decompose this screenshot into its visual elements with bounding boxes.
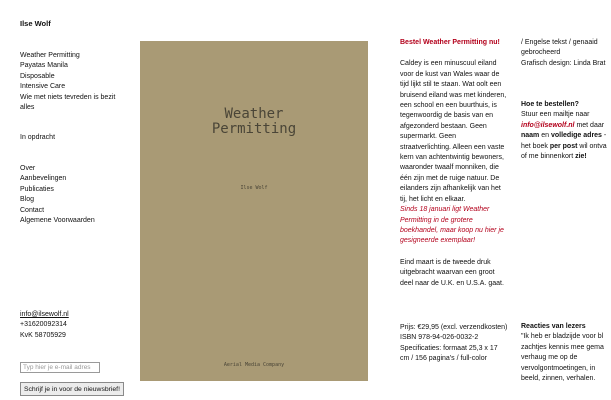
how-to-order-line-1: Stuur een mailtje naar (521, 111, 590, 119)
how-to-order-per-post: per post (549, 142, 578, 150)
how-to-order-line-4-pre: het boek (521, 142, 550, 150)
nav-item-payatas-manila[interactable]: Payatas Manila (20, 62, 68, 70)
how-to-order-line-5 (521, 152, 607, 162)
contact-block (20, 310, 69, 341)
site-title[interactable]: Ilse Wolf (20, 19, 51, 28)
specifications: Specificaties: formaat 25,3 x 17 cm / 156 pagina's / full-color (400, 344, 498, 363)
review-line: verhaug me op de (521, 354, 578, 362)
nav-item-wie-met-niets[interactable]: Wie met niets tevreden is bezit alles (20, 93, 116, 112)
isbn: ISBN 978-94-026-0032-2 (400, 334, 479, 342)
newsletter-email-input[interactable] (20, 362, 100, 373)
book-cover-title-text: Weather Permitting (211, 106, 297, 137)
contact-email-link[interactable]: info@ilsewolf.nl (20, 311, 69, 318)
how-to-order-line-5-pre: of me binnenkort (521, 153, 576, 161)
nav-item-aanbevelingen[interactable]: Aanbevelingen (20, 175, 67, 183)
nav-item-in-opdracht[interactable]: In opdracht (20, 134, 56, 141)
how-to-order-block (521, 100, 607, 162)
primary-nav (20, 51, 125, 113)
how-to-order-line-4 (521, 142, 607, 152)
nav-item-contact[interactable]: Contact (20, 206, 45, 214)
format-line-2: gebrocheerd (521, 49, 561, 57)
format-block (521, 38, 605, 69)
book-cover-publisher: Aerial Media Company (223, 362, 285, 368)
nav-item-over[interactable]: Over (20, 165, 36, 172)
bookstore-note[interactable]: Sinds 18 januari ligt Weather Permitting in de grotere boekhandel, maar koop nu hier je gesigneerde exemplaar! (400, 206, 504, 245)
contact-kvk: KvK 58705929 (20, 331, 66, 339)
how-to-order-line-4-suffix: wil ontva (577, 142, 607, 150)
commissions-nav (20, 133, 55, 143)
second-edition-note: Eind maart is de tweede druk uitgebracht waarvan een groot deel naar de U.K. en U.S.A. gaat. (400, 258, 504, 287)
how-to-order-heading: Hoe te bestellen? (521, 101, 579, 108)
book-description: Caldey is een minuscuul eiland voor de kust van Wales waar de tijd lijkt stil te staan. Wat oolt een bruisend eiland was met kinderen, een school en een buurthuis, is tegenwoordig de basis van en afgezonderd bestaan. Geen supermarkt. Geen straatverlichting. Alleen een vaste kern van achtentwintig bewoners, waaronder twaalf monniken, die één zijn met de ruige natuur. De eilanders zijn afhankelijk van het tij, het licht en elkaar. (400, 60, 507, 203)
graphic-design-credit: Grafisch design: Linda Brat (521, 59, 606, 67)
how-to-order-zie: zie! (575, 153, 587, 161)
book-info-column (400, 38, 508, 365)
nav-item-disposable[interactable]: Disposable (20, 72, 55, 80)
nav-item-algemene-voorwaarden[interactable]: Algemene Voorwaarden (20, 217, 95, 225)
review-line: "Ik heb er bladzijde voor bl (521, 333, 604, 341)
reader-reviews-block (521, 322, 604, 384)
how-to-order-and: en (539, 132, 551, 140)
book-cover-image[interactable] (140, 41, 368, 381)
nav-item-intensive-care[interactable]: Intensive Care (20, 83, 66, 91)
nav-item-weather-permitting[interactable]: Weather Permitting (20, 52, 80, 59)
reader-reviews-heading: Reacties van lezers (521, 323, 586, 330)
review-line: beeld, zinnen, verhalen. (521, 375, 596, 383)
how-to-order-line-2-suffix: met daar (574, 121, 605, 129)
info-nav (20, 164, 95, 226)
how-to-order-address: volledige adres (550, 132, 602, 140)
review-line: vervolgontmoetingen, in (521, 364, 596, 372)
how-to-order-line-2 (521, 121, 607, 131)
how-to-order-line-3 (521, 131, 607, 141)
price: Prijs: €29,95 (excl. verzendkosten) (400, 323, 508, 331)
format-line-1: / Engelse tekst / genaaid (521, 39, 598, 46)
newsletter-subscribe-button[interactable]: Schrijf je in voor de nieuwsbrief! (20, 382, 124, 396)
contact-phone: +31620092314 (20, 321, 67, 329)
nav-item-blog[interactable]: Blog (20, 196, 35, 204)
how-to-order-name: naam (521, 132, 540, 140)
order-now-heading: Bestel Weather Permitting nu! (400, 39, 500, 46)
book-cover-author: Ilse Wolf (240, 185, 268, 191)
order-email-link[interactable]: info@ilsewolf.nl (521, 121, 575, 129)
nav-item-publicaties[interactable]: Publicaties (20, 185, 54, 193)
review-line: zachtjes kennis mee gema (521, 343, 604, 351)
book-cover-title (140, 107, 368, 137)
how-to-order-line-3-suffix: - (601, 132, 607, 140)
